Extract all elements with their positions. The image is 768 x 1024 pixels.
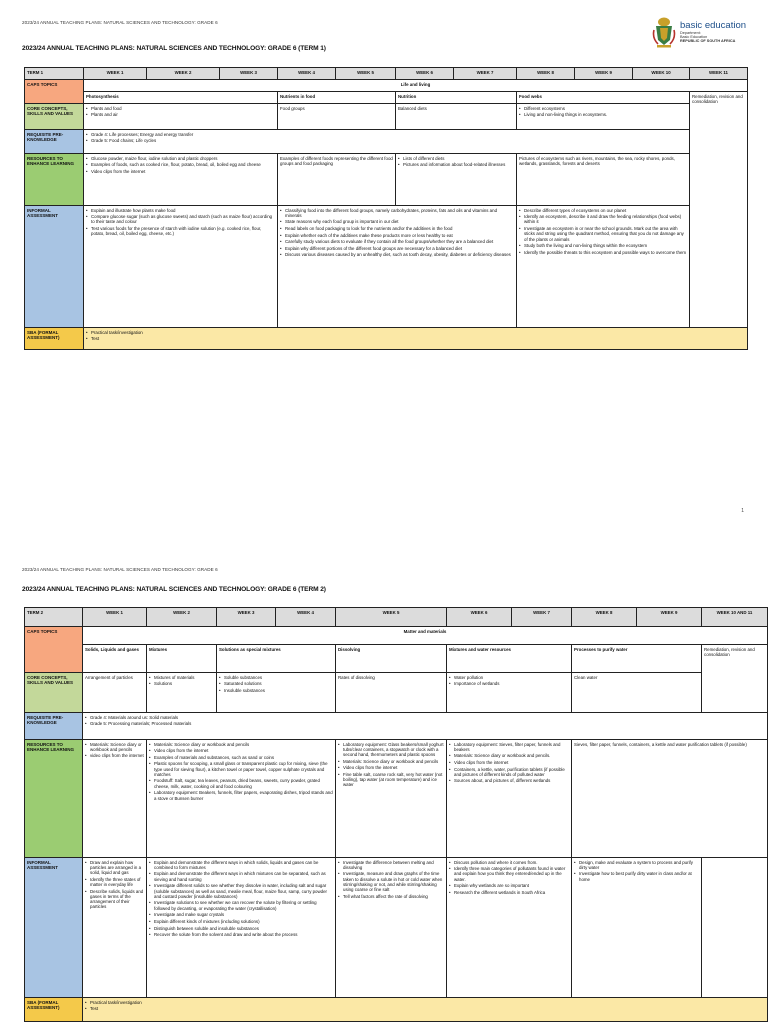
logo-brand: basic education bbox=[680, 20, 747, 31]
informal-particles bbox=[83, 858, 147, 998]
requisite-knowledge-list bbox=[84, 130, 690, 154]
week-header: WEEK 9 bbox=[637, 608, 702, 627]
list-item: • Examples of materials and substances, such as sand or coins bbox=[149, 755, 333, 760]
list-item: • Test bbox=[86, 336, 745, 341]
list-item: • Describe solids, liquids and gases in terms of the arrangement of their particles bbox=[85, 889, 144, 910]
week-header: WEEK 9 bbox=[575, 68, 633, 80]
topic-nutrients-in-food: Nutrients in food bbox=[278, 92, 396, 104]
core-solutions bbox=[217, 673, 336, 713]
term2-plan-table bbox=[24, 607, 768, 1022]
topic-dissolving: Dissolving bbox=[336, 645, 447, 673]
week-header: WEEK 3 bbox=[217, 608, 276, 627]
list-item: • Soluble substances bbox=[219, 675, 333, 680]
list-item: • Explain and illustrate how plants make food bbox=[86, 208, 275, 213]
sba-list bbox=[84, 328, 748, 350]
week-header: WEEK 3 bbox=[220, 68, 278, 80]
list-item: • Practical task/investigation bbox=[85, 1000, 765, 1005]
list-item: • Read labels on food packaging to look for the nutrients and/or the additives in the food bbox=[280, 226, 514, 231]
week-header: WEEK 5 bbox=[336, 608, 447, 627]
list-item: • Containers, a kettle, water, purification tablets (if possible and pictures of different kinds of polluted water bbox=[449, 767, 569, 778]
core-nutrients: Food groups bbox=[278, 104, 396, 130]
list-item: • Investigate the difference between melting and dissolving bbox=[338, 860, 444, 871]
list-item: • Discuss various diseases caused by an unhealthy diet, such as tooth decay, obesity, diabetes or deficiency diseases bbox=[280, 252, 514, 257]
week-header: WEEK 8 bbox=[572, 608, 637, 627]
list-item: • Solutions bbox=[149, 681, 214, 686]
core-food-webs bbox=[517, 104, 690, 130]
list-item: • Tell what factors affect the rate of dissolving bbox=[338, 894, 444, 899]
list-item: • Plants and air bbox=[86, 112, 275, 117]
week-header: WEEK 5 bbox=[336, 68, 396, 80]
list-item: • Laboratory equipment: Beakers, funnels, filter papers, evaporating dishes, tripod stands and a stove or Bunsen burner bbox=[149, 790, 333, 801]
topic-water-resources: Mixtures and water resources bbox=[447, 645, 572, 673]
week-header: WEEK 2 bbox=[147, 608, 217, 627]
term-header: TERM 1 bbox=[25, 68, 84, 80]
strand-name: Life and living bbox=[84, 80, 748, 92]
list-item: • Distinguish between soluble and insoluble substances bbox=[149, 926, 333, 931]
list-item: • Fine table salt, coarse rock salt, very hot water (not boiling), tap water (at room temperature) and ice water bbox=[338, 772, 444, 788]
resources-nutrients: Examples of different foods representing the different food groups and food packaging bbox=[278, 154, 396, 206]
resources-label: RESOURCES TO ENHANCE LEARNING bbox=[25, 740, 83, 858]
list-item: • Living and non-living things in ecosystems. bbox=[519, 112, 687, 117]
week-header: WEEK 6 bbox=[396, 68, 454, 80]
list-item: • Insoluble substances bbox=[219, 688, 333, 693]
list-item: • Explain different kinds of mixtures (including solutions) bbox=[149, 919, 333, 924]
core-water-resources bbox=[447, 673, 572, 713]
list-item: • Test bbox=[85, 1006, 765, 1011]
sba-label: SBA (FORMAL ASSESSMENT) bbox=[25, 328, 84, 350]
list-item: • Investigate solutions to see whether we can recover the solute by filtering or settling followed by decanting, or evaporating the water (crystallisation) bbox=[149, 900, 333, 911]
core-concepts-label: CORE CONCEPTS, SKILLS AND VALUES bbox=[25, 104, 84, 130]
informal-purify-water bbox=[572, 858, 702, 998]
list-item: • Sources about, and pictures of, different wetlands bbox=[449, 778, 569, 783]
list-item: • Importance of wetlands bbox=[449, 681, 569, 686]
strand-name: Matter and materials bbox=[83, 627, 768, 645]
list-item: • Materials: Science diary or workbook and pencils bbox=[338, 759, 444, 764]
logo-line: Basic Education bbox=[680, 35, 708, 40]
list-item: • Identify an ecosystem, describe it and draw the feeding relationships (food webs) within it bbox=[519, 214, 687, 225]
list-item: • Practical task/investigation bbox=[86, 330, 745, 335]
list-item: • Glucose powder, maize flour, iodine solution and plastic droppers bbox=[86, 156, 275, 161]
list-item: • Mixtures of materials bbox=[149, 675, 214, 680]
list-item: • Saturated solutions bbox=[219, 681, 333, 686]
list-item: • Identify the three states of matter in everyday life bbox=[85, 877, 144, 888]
term2-page bbox=[0, 556, 768, 1024]
list-item: • Different ecosystems bbox=[519, 106, 687, 111]
week-header: WEEK 4 bbox=[278, 68, 336, 80]
core-photosynthesis bbox=[84, 104, 278, 130]
topic-nutrition: Nutrition bbox=[396, 92, 517, 104]
remediation-cell: Remediation, revision and consolidation bbox=[690, 92, 748, 328]
topic-photosynthesis: Photosynthesis bbox=[84, 92, 278, 104]
header-caption: 2023/24 ANNUAL TEACHING PLANS: NATURAL SCIENCES AND TECHNOLOGY: GRADE 6 bbox=[22, 20, 218, 25]
week-header: WEEK 11 bbox=[690, 68, 748, 80]
topic-solutions: Solutions as special mixtures bbox=[217, 645, 336, 673]
list-item: • Explain why wetlands are so important bbox=[449, 883, 569, 888]
topic-purify-water: Processes to purify water bbox=[572, 645, 702, 673]
list-item: • Investigate and make sugar crystals bbox=[149, 912, 333, 917]
resources-water-resources bbox=[447, 740, 572, 858]
list-item: • Explain and demonstrate the different ways in which solids, liquids and gases can be combined to form mixtures bbox=[149, 860, 333, 871]
list-item: • Recover the solute from the solvent and draw and write about the process bbox=[149, 932, 333, 937]
list-item: • Plastic spoons for scooping, a small glass or transparent plastic cup for mixing, sieve (the type used for sieving flour), a kitchen towel or paper towel, copper sulphate crystals and matches bbox=[149, 761, 333, 777]
informal-assessment-label: INFORMAL ASSESSMENT bbox=[25, 858, 83, 998]
list-item: • Video clips from the internet bbox=[149, 748, 333, 753]
list-item: • Investigate different solids to see whether they dissolve in water, including salt and sugar (soluble substances) as well as sand, mealie meal, flour, maize flour, samp, curry powder and custard powder (insoluble substances) bbox=[149, 883, 333, 899]
list-item: • Grade 5: Food chains; Life cycles bbox=[86, 138, 687, 143]
logo-line: Department: bbox=[680, 31, 701, 35]
informal-mixtures-solutions bbox=[147, 858, 336, 998]
term1-plan-table bbox=[24, 67, 748, 350]
list-item: • Research the different wetlands in South Africa bbox=[449, 890, 569, 895]
list-item: • Study both the living and non-living things within the ecosystem bbox=[519, 243, 687, 248]
list-item: • Pictures and information about food-related illnesses bbox=[398, 162, 514, 167]
list-item: • Explain and demonstrate the different ways in which mixtures can be separated, such as sieving and hand sorting bbox=[149, 871, 333, 882]
requisite-knowledge-label: REQUISITE PRE-KNOWLEDGE bbox=[25, 130, 84, 154]
list-item: • Investigate, measure and draw graphs of the time taken to dissolve a solute in hot or cold water when stirring/shaking or not, and while stirring/shaking using coarse or fine salt bbox=[338, 871, 444, 892]
week-header: WEEK 10 bbox=[633, 68, 690, 80]
resources-label: RESOURCES TO ENHANCE LEARNING bbox=[25, 154, 84, 206]
resources-dissolving bbox=[336, 740, 447, 858]
list-item: • Materials: Science diary or workbook and pencils bbox=[85, 742, 144, 753]
week-header: WEEK 8 bbox=[517, 68, 575, 80]
informal-photosynthesis bbox=[84, 206, 278, 328]
list-item: • Explain why different portions of the different food groups are necessary for a balanced diet bbox=[280, 246, 514, 251]
topic-solids-liquids-gases: Solids, Liquids and gases bbox=[83, 645, 147, 673]
core-clean-water: Clean water bbox=[572, 673, 702, 713]
list-item: • Water pollution bbox=[449, 675, 569, 680]
list-item: • Video clips from the internet bbox=[338, 765, 444, 770]
informal-nutrients-nutrition bbox=[278, 206, 517, 328]
list-item: • Grade 4: Materials around us: Solid materials bbox=[85, 715, 765, 720]
resources-particles bbox=[83, 740, 147, 858]
list-item: • Plants and food bbox=[86, 106, 275, 111]
list-item: • Draw and explain how particles are arranged in a solid, liquid and gas bbox=[85, 860, 144, 876]
core-dissolving: Rates of dissolving bbox=[336, 673, 447, 713]
resources-nutrition bbox=[396, 154, 517, 206]
requisite-knowledge-list bbox=[83, 713, 768, 740]
plan-title-term2: 2023/24 ANNUAL TEACHING PLANS: NATURAL SCIENCES AND TECHNOLOGY: GRADE 6 (TERM 2) bbox=[22, 586, 326, 593]
list-item: • Laboratory equipment: Glass beakers/small yoghurt tubs/clear containers, a stopwatch or clock with a second hand, thermometers and plastic spoons bbox=[338, 742, 444, 758]
list-item: • Materials: Science diary or workbook and pencils bbox=[149, 742, 333, 747]
list-item: • Describe different types of ecosystems on our planet bbox=[519, 208, 687, 213]
resources-mixtures-solutions bbox=[147, 740, 336, 858]
week-header: WEEK 6 bbox=[447, 608, 512, 627]
list-item: • Video clips from the internet bbox=[86, 169, 275, 174]
informal-dissolving bbox=[336, 858, 447, 998]
informal-water-resources bbox=[447, 858, 572, 998]
header-caption: 2023/24 ANNUAL TEACHING PLANS: NATURAL SCIENCES AND TECHNOLOGY: GRADE 6 bbox=[22, 567, 218, 572]
list-item: • Design, make and evaluate a system to process and purify dirty water bbox=[574, 860, 699, 871]
coat-of-arms-icon bbox=[652, 16, 676, 48]
informal-remediation-cell bbox=[702, 858, 768, 998]
week-header: WEEK 7 bbox=[512, 608, 572, 627]
list-item: • Identify the possible threats to this ecosystem and possible ways to overcome them bbox=[519, 250, 687, 255]
week-header: WEEK 2 bbox=[147, 68, 220, 80]
sba-label: SBA (FORMAL ASSESSMENT) bbox=[25, 998, 83, 1022]
topic-mixtures: Mixtures bbox=[147, 645, 217, 673]
caps-topics-label: CAPS TOPICS bbox=[25, 80, 84, 104]
informal-assessment-label: INFORMAL ASSESSMENT bbox=[25, 206, 84, 328]
list-item: • Foodstuff: Salt, sugar, tea leaves, peanuts, dried beans, sweets, curry powder, grated cheese, milk, water, cooking oil and food colouring bbox=[149, 778, 333, 789]
list-item: • Grade 5: Processing materials; Processed materials bbox=[85, 721, 765, 726]
resources-photosynthesis bbox=[84, 154, 278, 206]
list-item: • Grade 4: Life processes; Energy and energy transfer bbox=[86, 132, 687, 137]
list-item: • Laboratory equipment: Sieves, filter paper, funnels and beakers bbox=[449, 742, 569, 753]
requisite-knowledge-label: REQUISITE PRE-KNOWLEDGE bbox=[25, 713, 83, 740]
list-item: • Discuss pollution and where it comes from. bbox=[449, 860, 569, 865]
week-header-row bbox=[25, 68, 748, 80]
resources-purify-water: Sieves, filter paper, funnels, containers, a kettle and water purification tablets (if possible) bbox=[572, 740, 768, 858]
core-concepts-label: CORE CONCEPTS, SKILLS AND VALUES bbox=[25, 673, 83, 713]
week-header: WEEK 1 bbox=[84, 68, 147, 80]
week-header: WEEK 1 bbox=[83, 608, 147, 627]
list-item: • Explain whether each of the additives make these products more or less healthy to eat bbox=[280, 233, 514, 238]
list-item: • Compare glucose sugar (such as glucose sweets) and starch (such as maize flour) according to their taste and colour bbox=[86, 214, 275, 225]
week-header: WEEK 10 AND 11 bbox=[702, 608, 768, 627]
plan-title-term1: 2023/24 ANNUAL TEACHING PLANS: NATURAL SCIENCES AND TECHNOLOGY: GRADE 6 (TERM 1) bbox=[22, 45, 326, 52]
list-item: • Identify three main categories of pollutants found in water and explain how you think they entered/ended up in the water. bbox=[449, 866, 569, 882]
list-item: • Materials: Science diary or workbook and pencils. bbox=[449, 753, 569, 758]
core-nutrition: Balanced diets bbox=[396, 104, 517, 130]
list-item: • video clips from the internet bbox=[85, 753, 144, 758]
term-header: TERM 2 bbox=[25, 608, 83, 627]
logo-line: REPUBLIC OF SOUTH AFRICA bbox=[680, 39, 736, 44]
list-item: • Examples of foods, such as cooked rice, flour, potato, bread, oil, boiled egg and cheese bbox=[86, 162, 275, 167]
resources-food-webs: Pictures of ecosystems such as rivers, mountains, the sea, rocky shores, ponds, wetlands, grasslands, forests and deserts bbox=[517, 154, 690, 206]
week-header-row bbox=[25, 608, 768, 627]
sba-list bbox=[83, 998, 768, 1022]
list-item: • State reasons why each food group is important in our diet bbox=[280, 219, 514, 224]
list-item: • Classifying food into the different food groups, namely carbohydrates, proteins, fats and oils and vitamins and minerals bbox=[280, 208, 514, 219]
dbe-logo bbox=[652, 16, 768, 50]
week-header: WEEK 4 bbox=[276, 608, 336, 627]
remediation-cell: Remediation, revision and consolidation bbox=[702, 645, 768, 713]
list-item: • Investigate how to best purify dirty water in class and/or at home bbox=[574, 871, 699, 882]
list-item: • Carefully study various diets to evaluate if they contain all the food groups/whether they are a balanced diet bbox=[280, 239, 514, 244]
list-item: • Lists of different diets bbox=[398, 156, 514, 161]
week-header: WEEK 7 bbox=[454, 68, 517, 80]
list-item: • Video clips from the internet bbox=[449, 760, 569, 765]
informal-food-webs bbox=[517, 206, 690, 328]
topic-food-webs: Food webs bbox=[517, 92, 690, 104]
caps-topics-label: CAPS TOPICS bbox=[25, 627, 83, 673]
list-item: • Test various foods for the presence of starch with iodine solution (e.g. cooked rice, flour, potato, bread, oil, boiled egg, cheese, etc.) bbox=[86, 226, 275, 237]
list-item: • Investigate an ecosystem in or near the school grounds. Mark out the area with sticks and string using the quadrant method, ensuring that you do not damage any of the plants or animals bbox=[519, 226, 687, 242]
page-number: 1 bbox=[741, 508, 744, 514]
core-mixtures bbox=[147, 673, 217, 713]
core-particles: Arrangement of particles bbox=[83, 673, 147, 713]
